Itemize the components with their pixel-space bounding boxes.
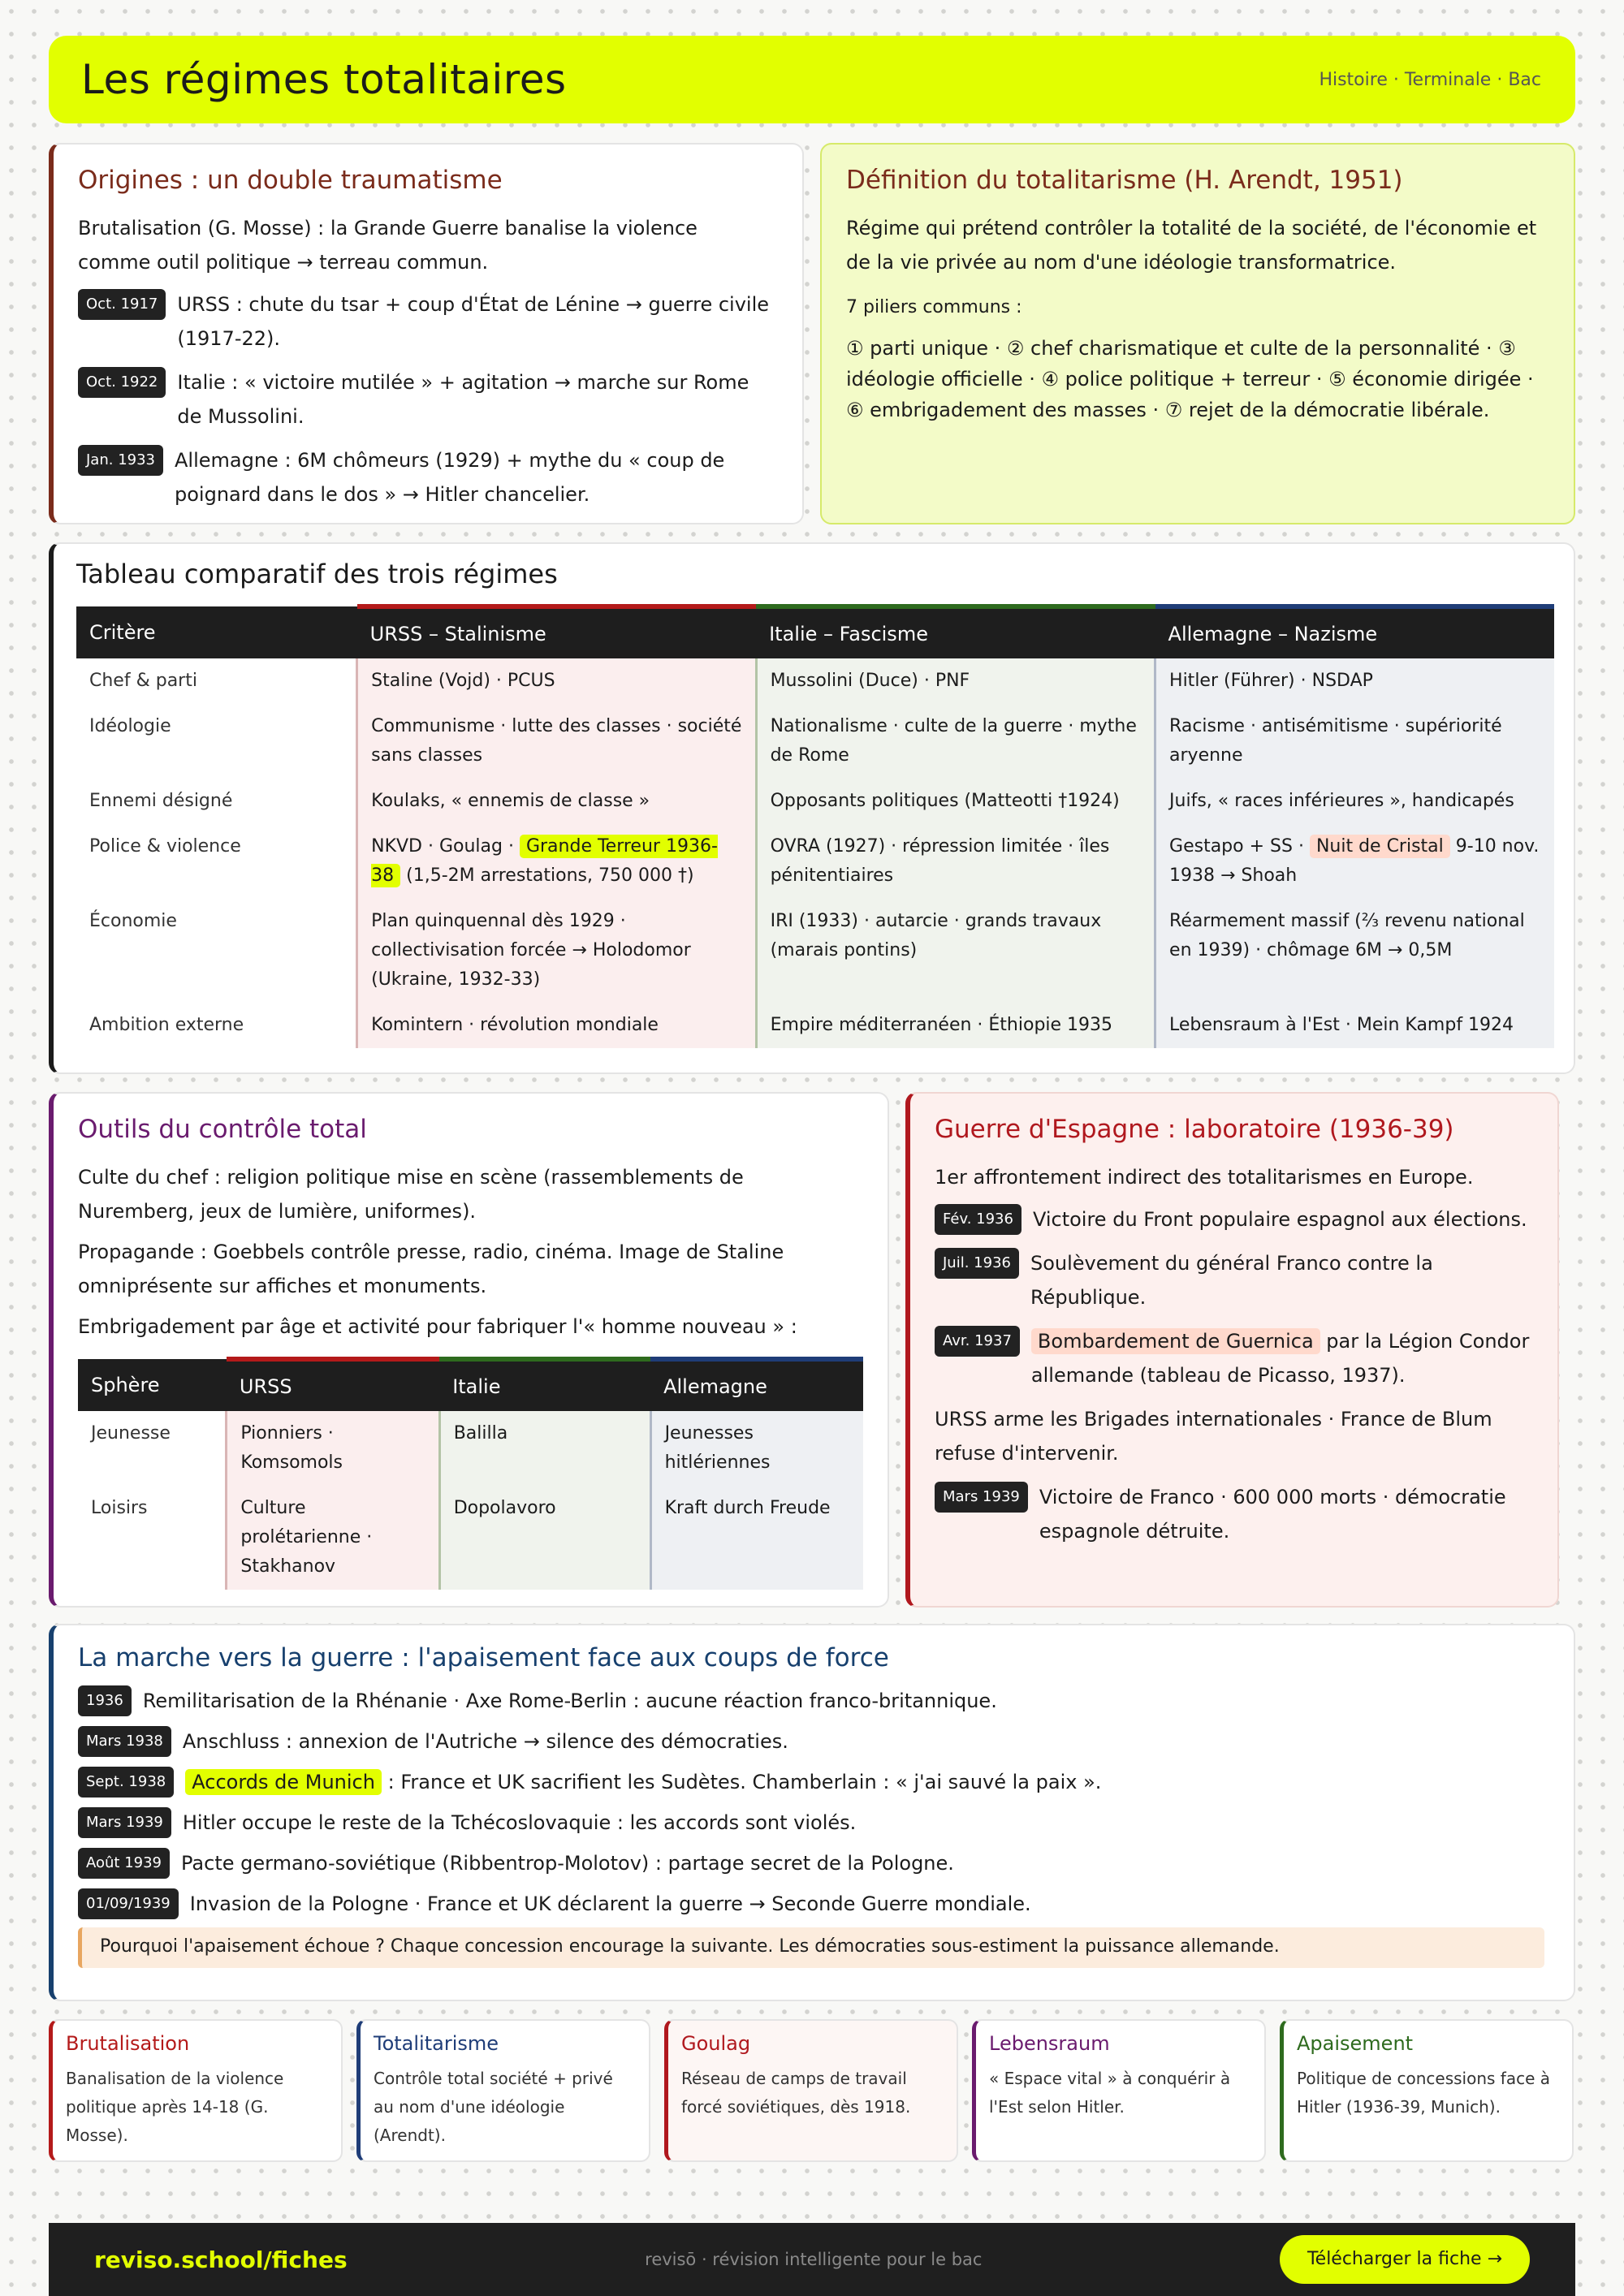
download-button[interactable]: Télécharger la fiche →	[1280, 2235, 1530, 2284]
timeline-item	[78, 287, 773, 356]
timeline-item	[78, 1846, 1544, 1880]
header-germany: Allemagne – Nazisme	[1155, 606, 1554, 658]
definition-text: Régime qui prétend contrôler la totalité de la société, de l'économie et de la vie privée au nom d'une idéologie transformatrice.	[846, 217, 1537, 274]
origins-intro: Brutalisation (G. Mosse) : la Grande Guerre banalise la violence comme outil politique → terreau commun.	[78, 217, 698, 274]
germany-cell: Kraft durch Freude	[650, 1486, 863, 1590]
date-badge: Mars 1939	[935, 1482, 1028, 1513]
glossary-card	[664, 2019, 958, 2162]
glossary-term: Totalitarisme	[374, 2032, 499, 2055]
table-row	[78, 1411, 863, 1486]
italy-cell: Balilla	[439, 1411, 650, 1486]
germany-cell: Racisme · antisémitisme · supériorité aryenne	[1155, 704, 1554, 779]
date-badge: Oct. 1922	[78, 367, 166, 398]
italy-cell: Empire méditerranéen · Éthiopie 1935	[756, 1003, 1155, 1048]
sphere-cell: Loisirs	[91, 1498, 148, 1518]
timeline-text	[185, 1765, 1544, 1799]
spain-brigades: URSS arme les Brigades internationales · France de Blum refuse d'intervenir.	[935, 1408, 1492, 1465]
page-title: Les régimes totalitaires	[81, 56, 567, 103]
header-criterion: Critère	[76, 606, 357, 658]
glossary-definition: Banalisation de la violence politique après 14-18 (G. Mosse).	[66, 2069, 284, 2145]
germany-cell	[1155, 824, 1554, 899]
sphere-cell: Jeunesse	[91, 1423, 171, 1444]
highlight-guernica: Bombardement de Guernica	[1031, 1328, 1320, 1354]
footer-tagline: revisō · révision intelligente pour le bac	[645, 2250, 983, 2269]
table-row	[76, 658, 1554, 704]
site-link[interactable]: reviso.school/fiches	[94, 2246, 348, 2273]
urss-cell: Pionniers · Komsomols	[227, 1411, 439, 1486]
header-italy: Italie – Fascisme	[756, 606, 1155, 658]
origins-title: Origines : un double traumatisme	[78, 166, 503, 195]
table-row	[76, 899, 1554, 1003]
italy-cell: Mussolini (Duce) · PNF	[756, 658, 1155, 704]
criterion-cell: Ennemi désigné	[89, 791, 233, 811]
timeline-text: Hitler occupe le reste de la Tchécoslovaquie : les accords sont violés.	[182, 1811, 857, 1834]
header-italy: Italie	[439, 1359, 650, 1411]
cell-text: Gestapo + SS ·	[1169, 836, 1310, 857]
germany-cell: Juifs, « races inférieures », handicapés	[1155, 779, 1554, 824]
glossary-term: Apaisement	[1297, 2032, 1414, 2055]
glossary-card	[1280, 2019, 1574, 2162]
march-card	[49, 1624, 1575, 2001]
timeline-text: Italie : « victoire mutilée » + agitation → marche sur Rome de Mussolini.	[177, 371, 749, 428]
timeline-item	[78, 1724, 1544, 1759]
germany-cell: Réarmement massif (⅔ revenu national en 1939) · chômage 6M → 0,5M	[1155, 899, 1554, 1003]
timeline-item	[935, 1202, 1533, 1236]
timeline-text: Invasion de la Pologne · France et UK déclarent la guerre → Seconde Guerre mondiale.	[189, 1892, 1031, 1915]
highlight-kristallnacht: Nuit de Cristal	[1310, 835, 1450, 858]
table-row	[76, 704, 1554, 779]
urss-cell: Koulaks, « ennemis de classe »	[357, 779, 756, 824]
spain-title: Guerre d'Espagne : laboratoire (1936-39)	[935, 1115, 1454, 1144]
date-badge: Avr. 1937	[935, 1326, 1020, 1357]
timeline-text: Anschluss : annexion de l'Autriche → silence des démocraties.	[182, 1730, 788, 1753]
tools-propaganda: Propagande : Goebbels contrôle presse, radio, cinéma. Image de Staline omniprésente sur affiches et monuments.	[78, 1241, 784, 1297]
date-badge: Fév. 1936	[935, 1204, 1021, 1235]
timeline-item	[78, 365, 773, 434]
date-badge: Mars 1938	[78, 1726, 171, 1757]
italy-cell: Nationalisme · culte de la guerre · mythe de Rome	[756, 704, 1155, 779]
criterion-cell: Chef & parti	[89, 671, 197, 691]
tools-regimentation: Embrigadement par âge et activité pour fabriquer l'« homme nouveau » :	[78, 1315, 797, 1338]
timeline-item	[935, 1480, 1533, 1548]
date-badge: Juil. 1936	[935, 1248, 1019, 1279]
regimentation-table	[78, 1357, 863, 1590]
timeline-text: Pacte germano-soviétique (Ribbentrop-Molotov) : partage secret de la Pologne.	[181, 1852, 954, 1875]
glossary-term: Brutalisation	[66, 2032, 190, 2055]
cell-text: NKVD · Goulag ·	[371, 836, 520, 857]
timeline-item	[935, 1246, 1533, 1314]
footer	[49, 2223, 1575, 2296]
text-fragment: par la Légion Condor allemande (tableau de Picasso, 1937).	[1030, 1330, 1530, 1387]
pillars-list: ① parti unique · ② chef charismatique et culte de la personnalité · ③ idéologie officielle · ④ police politique + terreur · ⑤ économie dirigée · ⑥ embrigadement des masses · ⑦ rejet de la démocratie libérale.	[846, 337, 1534, 421]
criterion-cell: Ambition externe	[89, 1015, 244, 1035]
timeline-item	[935, 1324, 1533, 1392]
tools-title: Outils du contrôle total	[78, 1115, 367, 1144]
header-urss: URSS	[227, 1359, 439, 1411]
timeline-text: Remilitarisation de la Rhénanie · Axe Rome-Berlin : aucune réaction franco-britannique.	[142, 1690, 997, 1712]
italy-cell: Dopolavoro	[439, 1486, 650, 1590]
timeline-item	[78, 443, 773, 511]
date-badge: Mars 1939	[78, 1807, 171, 1838]
spain-intro: 1er affrontement indirect des totalitarismes en Europe.	[935, 1166, 1474, 1189]
table-row	[76, 824, 1554, 899]
italy-cell: IRI (1933) · autarcie · grands travaux (marais pontins)	[756, 899, 1155, 1003]
glossary-term: Goulag	[681, 2032, 751, 2055]
urss-cell: Plan quinquennal dès 1929 · collectivisation forcée → Holodomor (Ukraine, 1932-33)	[357, 899, 756, 1003]
header-sphere: Sphère	[78, 1359, 227, 1411]
timeline-text: Victoire du Front populaire espagnol aux élections.	[1032, 1208, 1527, 1231]
glossary-definition: « Espace vital » à conquérir à l'Est selon Hitler.	[989, 2069, 1231, 2117]
glossary-definition: Politique de concessions face à Hitler (1936-39, Munich).	[1297, 2069, 1550, 2117]
timeline-text: Soulèvement du général Franco contre la République.	[1030, 1252, 1433, 1309]
definition-title: Définition du totalitarisme (H. Arendt, 1951)	[846, 166, 1403, 195]
italy-cell: OVRA (1927) · répression limitée · îles pénitentiaires	[756, 824, 1155, 899]
table-row	[76, 1003, 1554, 1048]
timeline-text: Allemagne : 6M chômeurs (1929) + mythe du « coup de poignard dans le dos » → Hitler chancelier.	[175, 449, 725, 506]
criterion-cell: Économie	[89, 911, 177, 931]
origins-card	[49, 143, 804, 524]
germany-cell: Lebensraum à l'Est · Mein Kampf 1924	[1155, 1003, 1554, 1048]
cell-text: (1,5-2M arrestations, 750 000 †)	[400, 865, 694, 886]
date-badge: Sept. 1938	[78, 1767, 174, 1798]
header-germany: Allemagne	[650, 1359, 863, 1411]
timeline-item	[78, 1806, 1544, 1840]
timeline-text: Victoire de Franco · 600 000 morts · démocratie espagnole détruite.	[1039, 1486, 1506, 1543]
date-badge: Jan. 1933	[78, 445, 163, 476]
timeline-text: URSS : chute du tsar + coup d'État de Lénine → guerre civile (1917-22).	[177, 293, 770, 350]
timeline-item	[78, 1887, 1544, 1921]
comparison-title: Tableau comparatif des trois régimes	[76, 559, 558, 589]
urss-cell	[357, 824, 756, 899]
timeline-text	[1031, 1324, 1533, 1392]
highlight-munich: Accords de Munich	[185, 1769, 382, 1795]
cell-text: 9-10 nov. 1938 → Shoah	[1169, 836, 1540, 886]
text-fragment: : France et UK sacrifient les Sudètes. Chamberlain : « j'ai sauvé la paix ».	[381, 1771, 1102, 1793]
glossary-term: Lebensraum	[989, 2032, 1110, 2055]
glossary-definition: Réseau de camps de travail forcé soviétiques, dès 1918.	[681, 2069, 911, 2117]
appeasement-note: Pourquoi l'apaisement échoue ? Chaque concession encourage la suivante. Les démocraties sous-estiment la puissance allemande.	[78, 1927, 1544, 1968]
table-row	[78, 1486, 863, 1590]
header-urss: URSS – Stalinisme	[357, 606, 756, 658]
date-badge: Août 1939	[78, 1848, 170, 1879]
comparison-table	[76, 604, 1554, 1048]
timeline-item	[78, 1684, 1544, 1718]
urss-cell: Culture prolétarienne · Stakhanov	[227, 1486, 439, 1590]
table-header-row	[76, 606, 1554, 658]
tools-cult: Culte du chef : religion politique mise en scène (rassemblements de Nuremberg, jeux de lumière, uniformes).	[78, 1166, 744, 1223]
criterion-cell: Idéologie	[89, 716, 171, 736]
urss-cell: Komintern · révolution mondiale	[357, 1003, 756, 1048]
date-badge: 01/09/1939	[78, 1888, 179, 1919]
march-title: La marche vers la guerre : l'apaisement face aux coups de force	[78, 1643, 889, 1672]
comparison-card	[49, 542, 1575, 1074]
pillars-label: 7 piliers communs :	[846, 297, 1022, 317]
table-header-row	[78, 1359, 863, 1411]
date-badge: 1936	[78, 1685, 132, 1716]
date-badge: Oct. 1917	[78, 289, 166, 320]
definition-card	[820, 143, 1575, 524]
tools-card	[49, 1092, 889, 1608]
germany-cell: Hitler (Führer) · NSDAP	[1155, 658, 1554, 704]
page-header	[49, 36, 1575, 123]
glossary-card	[356, 2019, 650, 2162]
spain-card	[905, 1092, 1559, 1608]
glossary-definition: Contrôle total société + privé au nom d'une idéologie (Arendt).	[374, 2069, 613, 2145]
urss-cell: Communisme · lutte des classes · société sans classes	[357, 704, 756, 779]
criterion-cell: Police & violence	[89, 836, 241, 857]
germany-cell: Jeunesses hitlériennes	[650, 1411, 863, 1486]
table-row	[76, 779, 1554, 824]
glossary-card	[972, 2019, 1266, 2162]
subject-tags: Histoire · Terminale · Bac	[1319, 69, 1541, 90]
timeline-item	[78, 1765, 1544, 1799]
italy-cell: Opposants politiques (Matteotti †1924)	[756, 779, 1155, 824]
highlight-great-terror: Grande Terreur 1936-38	[371, 836, 718, 886]
urss-cell: Staline (Vojd) · PCUS	[357, 658, 756, 704]
glossary-card	[49, 2019, 343, 2162]
